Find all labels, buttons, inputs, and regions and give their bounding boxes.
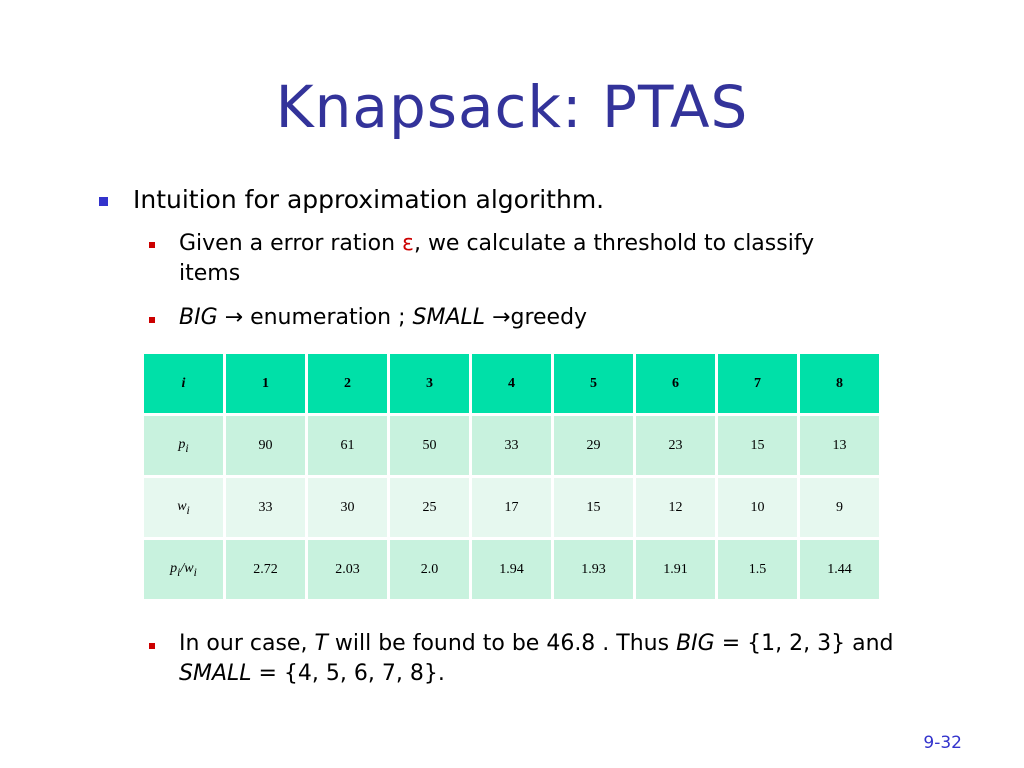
table-cell: 1.94 <box>471 539 553 601</box>
table-header-row <box>143 353 881 415</box>
label-text: /w <box>180 560 194 576</box>
table-cell: 15 <box>717 415 799 477</box>
small-label: SMALL <box>412 305 486 330</box>
table-cell: 1.5 <box>717 539 799 601</box>
sub-bullet-threshold <box>179 229 814 289</box>
case-text-b: will be found to be 46.8 . Thus <box>327 631 677 656</box>
table-cell: 15 <box>553 477 635 539</box>
header-cell: 2 <box>307 353 389 415</box>
table-cell: 13 <box>799 415 881 477</box>
label-text: p <box>170 560 178 576</box>
table-cell: 25 <box>389 477 471 539</box>
table-cell: 10 <box>717 477 799 539</box>
slide-title: Knapsack: PTAS <box>275 73 749 141</box>
big-label: BIG <box>179 305 218 330</box>
table-cell: 2.03 <box>307 539 389 601</box>
table-cell: 90 <box>225 415 307 477</box>
epsilon-symbol: ε <box>402 231 414 256</box>
header-cell: 7 <box>717 353 799 415</box>
table-cell: 17 <box>471 477 553 539</box>
label-text: w <box>177 498 187 514</box>
threshold-text-a: Given a error ration <box>179 231 403 256</box>
header-cell: 3 <box>389 353 471 415</box>
case-text-c: = {1, 2, 3} and <box>714 631 894 656</box>
label-sub: i <box>186 503 190 517</box>
table-cell: 33 <box>471 415 553 477</box>
label-sub: i <box>177 565 181 579</box>
small-label: SMALL <box>179 661 252 686</box>
threshold-text-c: items <box>179 261 241 286</box>
label-text: p <box>178 436 186 452</box>
threshold-text-b: , we calculate a threshold to classify <box>413 231 815 256</box>
case-text-d: = {4, 5, 6, 7, 8}. <box>251 661 445 686</box>
page-number: 9-32 <box>923 733 962 753</box>
table-cell: 12 <box>635 477 717 539</box>
table-row <box>143 539 881 601</box>
table-cell: 33 <box>225 477 307 539</box>
table-cell: 30 <box>307 477 389 539</box>
sub-bullet-big-small <box>179 303 587 333</box>
t-symbol: T <box>314 631 328 656</box>
greedy-text: greedy <box>510 305 588 330</box>
table-row <box>143 415 881 477</box>
label-sub: i <box>193 565 197 579</box>
sub-bullet-our-case <box>179 629 893 689</box>
row-label-p <box>143 415 225 477</box>
table-cell: 1.93 <box>553 539 635 601</box>
sub-bullet-marker <box>149 643 155 649</box>
header-i: i <box>143 353 225 415</box>
case-text-a: In our case, <box>179 631 315 656</box>
header-cell: 4 <box>471 353 553 415</box>
table-cell: 50 <box>389 415 471 477</box>
items-table <box>141 351 882 602</box>
header-cell: 5 <box>553 353 635 415</box>
header-cell: 8 <box>799 353 881 415</box>
big-label: BIG <box>676 631 715 656</box>
sub-bullet-marker <box>149 242 155 248</box>
sub-bullet-marker <box>149 317 155 323</box>
header-cell: 1 <box>225 353 307 415</box>
enumeration-text: enumeration ; <box>250 305 413 330</box>
table-cell: 1.91 <box>635 539 717 601</box>
header-cell: 6 <box>635 353 717 415</box>
label-sub: i <box>185 441 189 455</box>
arrow-icon: → <box>485 305 511 330</box>
row-label-ratio <box>143 539 225 601</box>
bullet-marker <box>99 197 108 206</box>
table-cell: 29 <box>553 415 635 477</box>
table-cell: 9 <box>799 477 881 539</box>
table-cell: 2.0 <box>389 539 471 601</box>
arrow-icon: → <box>217 305 251 330</box>
table-cell: 2.72 <box>225 539 307 601</box>
row-label-w <box>143 477 225 539</box>
table-cell: 61 <box>307 415 389 477</box>
bullet-intuition: Intuition for approximation algorithm. <box>133 185 605 214</box>
table-row <box>143 477 881 539</box>
table-cell: 23 <box>635 415 717 477</box>
table-cell: 1.44 <box>799 539 881 601</box>
